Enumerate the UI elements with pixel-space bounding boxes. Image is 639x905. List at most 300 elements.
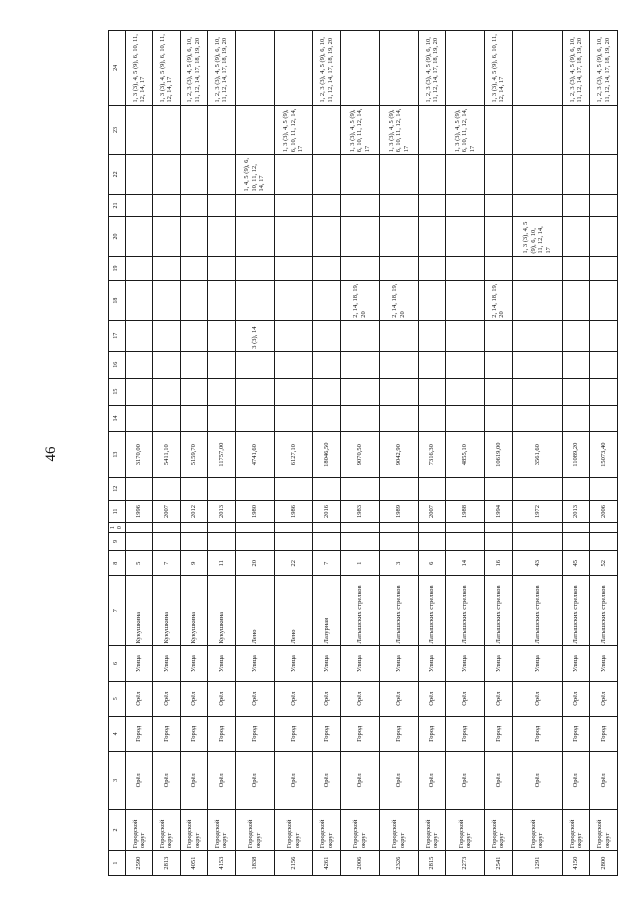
table-cell-col-6: Улица [235, 646, 274, 681]
table-cell-col-18 [562, 281, 589, 320]
table-cell-col-15 [562, 378, 589, 405]
table-cell-col-1: 4150 [562, 851, 589, 876]
table-cell-col-2: Городской округ [512, 809, 562, 850]
table-cell-col-6: Улица [485, 646, 512, 681]
table-cell-col-23 [590, 105, 618, 155]
table-cell-col-7: Латышских стрелков [340, 576, 379, 646]
table-row [379, 31, 418, 876]
table-cell-col-23 [512, 105, 562, 155]
table-cell-col-20 [235, 217, 274, 256]
table-cell-col-1: 2326 [379, 851, 418, 876]
table-cell-col-20 [180, 217, 207, 256]
table-cell-col-24: 1, 3 (3), 4, 5 (9), 6, 10, 11, 12, 14, 17 [485, 31, 512, 106]
table-cell-col-1: 2156 [274, 851, 313, 876]
table-cell-col-23 [208, 105, 235, 155]
table-cell-col-12 [153, 477, 180, 500]
table-cell-col-4: Город [235, 716, 274, 751]
table-cell-col-18 [125, 281, 152, 320]
table-cell-col-23 [125, 105, 152, 155]
table-cell-col-13: 3170,00 [125, 432, 152, 478]
column-number-cell: 16 [109, 351, 126, 378]
table-cell-col-10 [340, 523, 379, 532]
table-cell-col-3: Орёл [208, 751, 235, 809]
table-cell-col-2: Городской округ [485, 809, 512, 850]
table-cell-col-8: 3 [379, 551, 418, 576]
table-cell-col-13: 9042,90 [379, 432, 418, 478]
table-cell-col-18: 2, 14, 18, 19, 20 [379, 281, 418, 320]
table-cell-col-6: Улица [562, 646, 589, 681]
table-cell-col-8: 7 [313, 551, 340, 576]
table-cell-col-24: 1, 2, 3 (3), 4, 5 (9), 6, 10, 11, 12, 14, 17, 18, 19, 20 [180, 31, 207, 106]
table-cell-col-20: 1, 3 (3), 4, 5 (9), 6, 10, 11, 12, 14, 17 [512, 217, 562, 256]
table-cell-col-19 [562, 256, 589, 281]
table-cell-col-1: 1291 [512, 851, 562, 876]
table-cell-col-9 [180, 532, 207, 551]
table-cell-col-7: Кукушкина [208, 576, 235, 646]
table-cell-col-13: 5159,70 [180, 432, 207, 478]
table-cell-col-13: 9070,50 [340, 432, 379, 478]
table-cell-col-17 [313, 320, 340, 351]
table-cell-col-17 [512, 320, 562, 351]
table-cell-col-10 [418, 523, 445, 532]
table-cell-col-8: 7 [153, 551, 180, 576]
table-cell-col-12 [379, 477, 418, 500]
table-cell-col-8: 43 [512, 551, 562, 576]
table-cell-col-13: 18046,50 [313, 432, 340, 478]
table-cell-col-11: 1989 [379, 500, 418, 523]
table-cell-col-23 [313, 105, 340, 155]
table-cell-col-7: Латышских стрелков [512, 576, 562, 646]
table-cell-col-22 [125, 155, 152, 194]
table-cell-col-2: Городской округ [446, 809, 485, 850]
table-cell-col-19 [590, 256, 618, 281]
table-cell-col-5: Орёл [562, 681, 589, 716]
table-cell-col-6: Улица [512, 646, 562, 681]
table-cell-col-14 [274, 405, 313, 432]
table-cell-col-4: Город [590, 716, 618, 751]
table-cell-col-14 [125, 405, 152, 432]
table-cell-col-19 [418, 256, 445, 281]
table-cell-col-8: 1 [340, 551, 379, 576]
table-cell-col-15 [153, 378, 180, 405]
table-cell-col-17 [446, 320, 485, 351]
table-cell-col-24: 1, 2, 3 (3), 4, 5 (9), 6, 10, 11, 12, 14, 17, 18, 19, 20 [313, 31, 340, 106]
table-cell-col-2: Городской округ [340, 809, 379, 850]
table-cell-col-24 [512, 31, 562, 106]
table-cell-col-9 [485, 532, 512, 551]
table-cell-col-8: 5 [125, 551, 152, 576]
table-cell-col-1: 2800 [590, 851, 618, 876]
table-cell-col-22 [340, 155, 379, 194]
table-cell-col-9 [379, 532, 418, 551]
table-cell-col-20 [418, 217, 445, 256]
table-row [208, 31, 235, 876]
table-cell-col-6: Улица [590, 646, 618, 681]
table-cell-col-10 [274, 523, 313, 532]
table-cell-col-15 [379, 378, 418, 405]
table-cell-col-7: Кукушкина [125, 576, 152, 646]
table-cell-col-12 [208, 477, 235, 500]
table-cell-col-22 [418, 155, 445, 194]
table-cell-col-1: 4261 [313, 851, 340, 876]
column-number-cell: 5 [109, 681, 126, 716]
table-cell-col-3: Орёл [418, 751, 445, 809]
table-cell-col-1: 2541 [485, 851, 512, 876]
table-cell-col-16 [562, 351, 589, 378]
table-cell-col-7: Лено [274, 576, 313, 646]
table-cell-col-21 [446, 194, 485, 217]
table-row [590, 31, 618, 876]
table-cell-col-1: 2813 [153, 851, 180, 876]
table-cell-col-14 [208, 405, 235, 432]
table-cell-col-2: Городской округ [208, 809, 235, 850]
table-cell-col-12 [485, 477, 512, 500]
table-cell-col-3: Орёл [379, 751, 418, 809]
table-cell-col-4: Город [125, 716, 152, 751]
table-cell-col-19 [208, 256, 235, 281]
table-cell-col-7: Латышских стрелков [379, 576, 418, 646]
table-cell-col-9 [313, 532, 340, 551]
table-cell-col-12 [590, 477, 618, 500]
table-cell-col-5: Орёл [485, 681, 512, 716]
table-cell-col-18: 2, 14, 18, 19, 20 [340, 281, 379, 320]
table-cell-col-7: Кукушкина [180, 576, 207, 646]
table-cell-col-14 [180, 405, 207, 432]
table-cell-col-11: 1996 [125, 500, 152, 523]
table-cell-col-11: 2013 [208, 500, 235, 523]
table-cell-col-24 [446, 31, 485, 106]
table-cell-col-19 [274, 256, 313, 281]
table-cell-col-22 [153, 155, 180, 194]
column-number-cell: 21 [109, 194, 126, 217]
table-cell-col-5: Орёл [235, 681, 274, 716]
column-number-cell: 17 [109, 320, 126, 351]
table-cell-col-5: Орёл [379, 681, 418, 716]
table-cell-col-8: 6 [418, 551, 445, 576]
register-table-container [108, 30, 618, 876]
table-cell-col-5: Орёл [340, 681, 379, 716]
column-number-cell: 2 [109, 809, 126, 850]
table-cell-col-8: 52 [590, 551, 618, 576]
table-cell-col-3: Орёл [512, 751, 562, 809]
column-number-cell: 23 [109, 105, 126, 155]
column-number-cell: 19 [109, 256, 126, 281]
table-cell-col-22 [313, 155, 340, 194]
table-cell-col-20 [313, 217, 340, 256]
column-number-cell: 13 [109, 432, 126, 478]
table-row [274, 31, 313, 876]
table-row [340, 31, 379, 876]
table-cell-col-12 [340, 477, 379, 500]
table-cell-col-15 [235, 378, 274, 405]
table-cell-col-8: 9 [180, 551, 207, 576]
table-cell-col-11: 2013 [562, 500, 589, 523]
table-cell-col-9 [562, 532, 589, 551]
table-cell-col-4: Город [153, 716, 180, 751]
table-cell-col-24: 1, 3 (3), 4, 5 (9), 6, 10, 11, 12, 14, 17 [125, 31, 152, 106]
table-cell-col-8: 16 [485, 551, 512, 576]
table-cell-col-3: Орёл [180, 751, 207, 809]
table-cell-col-2: Городской округ [590, 809, 618, 850]
table-cell-col-13: 11089,20 [562, 432, 589, 478]
table-cell-col-2: Городской округ [274, 809, 313, 850]
table-row [180, 31, 207, 876]
table-cell-col-16 [446, 351, 485, 378]
table-cell-col-24: 1, 2, 3 (3), 4, 5 (9), 6, 10, 11, 12, 14, 17, 18, 19, 20 [562, 31, 589, 106]
table-cell-col-7: Латышских стрелков [590, 576, 618, 646]
table-row [485, 31, 512, 876]
table-cell-col-15 [485, 378, 512, 405]
table-cell-col-10 [379, 523, 418, 532]
table-cell-col-21 [485, 194, 512, 217]
table-cell-col-20 [208, 217, 235, 256]
table-cell-col-9 [208, 532, 235, 551]
table-cell-col-13: 11757,00 [208, 432, 235, 478]
table-cell-col-11: 1983 [340, 500, 379, 523]
table-cell-col-4: Город [313, 716, 340, 751]
table-cell-col-19 [125, 256, 152, 281]
table-cell-col-2: Городской округ [379, 809, 418, 850]
page-number: 46 [43, 446, 59, 462]
table-cell-col-11: 2007 [153, 500, 180, 523]
table-cell-col-6: Улица [125, 646, 152, 681]
table-cell-col-7: Лазурная [313, 576, 340, 646]
table-cell-col-15 [125, 378, 152, 405]
table-cell-col-3: Орёл [485, 751, 512, 809]
table-cell-col-4: Город [208, 716, 235, 751]
table-cell-col-15 [446, 378, 485, 405]
table-cell-col-22 [512, 155, 562, 194]
table-cell-col-17 [340, 320, 379, 351]
table-cell-col-10 [180, 523, 207, 532]
table-cell-col-23 [235, 105, 274, 155]
table-cell-col-15 [590, 378, 618, 405]
table-cell-col-20 [562, 217, 589, 256]
table-cell-col-4: Город [512, 716, 562, 751]
table-cell-col-17 [379, 320, 418, 351]
table-cell-col-15 [418, 378, 445, 405]
table-cell-col-19 [446, 256, 485, 281]
column-number-cell: 10 [109, 523, 126, 532]
table-cell-col-12 [235, 477, 274, 500]
table-cell-col-5: Орёл [512, 681, 562, 716]
table-cell-col-14 [153, 405, 180, 432]
table-cell-col-5: Орёл [125, 681, 152, 716]
table-cell-col-18 [180, 281, 207, 320]
table-cell-col-6: Улица [180, 646, 207, 681]
table-cell-col-18 [153, 281, 180, 320]
table-cell-col-2: Городской округ [153, 809, 180, 850]
table-cell-col-18 [208, 281, 235, 320]
table-cell-col-19 [485, 256, 512, 281]
table-cell-col-6: Улица [340, 646, 379, 681]
table-cell-col-21 [313, 194, 340, 217]
table-cell-col-5: Орёл [418, 681, 445, 716]
table-cell-col-14 [235, 405, 274, 432]
table-cell-col-19 [313, 256, 340, 281]
table-cell-col-20 [485, 217, 512, 256]
table-cell-col-11: 1980 [235, 500, 274, 523]
table-cell-col-16 [125, 351, 152, 378]
table-cell-col-21 [340, 194, 379, 217]
table-cell-col-2: Городской округ [562, 809, 589, 850]
table-cell-col-11: 2012 [180, 500, 207, 523]
table-cell-col-21 [590, 194, 618, 217]
table-cell-col-17 [274, 320, 313, 351]
table-cell-col-19 [379, 256, 418, 281]
table-cell-col-16 [313, 351, 340, 378]
table-cell-col-14 [590, 405, 618, 432]
table-cell-col-16 [153, 351, 180, 378]
table-cell-col-7: Кукушкина [153, 576, 180, 646]
table-cell-col-13: 6127,10 [274, 432, 313, 478]
table-cell-col-16 [379, 351, 418, 378]
table-cell-col-16 [274, 351, 313, 378]
table-cell-col-21 [512, 194, 562, 217]
table-cell-col-21 [418, 194, 445, 217]
table-cell-col-13: 7316,30 [418, 432, 445, 478]
table-cell-col-1: 2590 [125, 851, 152, 876]
table-cell-col-17 [562, 320, 589, 351]
column-number-cell: 7 [109, 576, 126, 646]
table-cell-col-22 [562, 155, 589, 194]
table-cell-col-16 [180, 351, 207, 378]
table-cell-col-2: Городской округ [313, 809, 340, 850]
table-cell-col-3: Орёл [340, 751, 379, 809]
table-cell-col-12 [313, 477, 340, 500]
table-cell-col-11: 2016 [313, 500, 340, 523]
column-number-cell: 4 [109, 716, 126, 751]
table-cell-col-8: 22 [274, 551, 313, 576]
table-cell-col-4: Город [446, 716, 485, 751]
table-cell-col-6: Улица [208, 646, 235, 681]
table-cell-col-3: Орёл [562, 751, 589, 809]
table-cell-col-24: 1, 3 (3), 4, 5 (9), 6, 10, 11, 12, 14, 17 [153, 31, 180, 106]
table-cell-col-17 [590, 320, 618, 351]
table-cell-col-4: Город [562, 716, 589, 751]
table-cell-col-15 [313, 378, 340, 405]
table-cell-col-13: 3561,60 [512, 432, 562, 478]
table-cell-col-5: Орёл [313, 681, 340, 716]
table-cell-col-5: Орёл [208, 681, 235, 716]
table-row [153, 31, 180, 876]
table-cell-col-20 [274, 217, 313, 256]
column-number-cell: 20 [109, 217, 126, 256]
header-row [109, 31, 126, 876]
table-cell-col-22 [590, 155, 618, 194]
table-cell-col-11: 2007 [418, 500, 445, 523]
table-cell-col-22 [379, 155, 418, 194]
table-cell-col-12 [512, 477, 562, 500]
table-cell-col-22 [180, 155, 207, 194]
table-cell-col-15 [208, 378, 235, 405]
table-cell-col-10 [125, 523, 152, 532]
column-number-cell: 18 [109, 281, 126, 320]
table-cell-col-5: Орёл [153, 681, 180, 716]
table-cell-col-12 [418, 477, 445, 500]
table-cell-col-24 [235, 31, 274, 106]
table-cell-col-10 [485, 523, 512, 532]
table-cell-col-22 [208, 155, 235, 194]
table-cell-col-17 [485, 320, 512, 351]
table-cell-col-19 [180, 256, 207, 281]
table-cell-col-18 [235, 281, 274, 320]
table-cell-col-7: Латышских стрелков [418, 576, 445, 646]
table-cell-col-8: 20 [235, 551, 274, 576]
table-cell-col-10 [208, 523, 235, 532]
table-cell-col-15 [180, 378, 207, 405]
table-cell-col-22: 1, 4, 5 (9), 6, 10, 11, 12, 14, 17 [235, 155, 274, 194]
table-cell-col-21 [180, 194, 207, 217]
table-cell-col-16 [512, 351, 562, 378]
table-cell-col-11: 1994 [485, 500, 512, 523]
table-cell-col-10 [512, 523, 562, 532]
table-cell-col-3: Орёл [153, 751, 180, 809]
table-cell-col-24: 1, 2, 3 (3), 4, 5 (9), 6, 10, 11, 12, 14, 17, 18, 19, 20 [590, 31, 618, 106]
column-number-cell: 8 [109, 551, 126, 576]
table-cell-col-15 [274, 378, 313, 405]
table-cell-col-20 [446, 217, 485, 256]
table-cell-col-18: 2, 14, 18, 19, 20 [485, 281, 512, 320]
table-cell-col-14 [562, 405, 589, 432]
table-cell-col-4: Город [379, 716, 418, 751]
table-cell-col-8: 11 [208, 551, 235, 576]
table-cell-col-20 [340, 217, 379, 256]
table-cell-col-10 [562, 523, 589, 532]
table-cell-col-10 [235, 523, 274, 532]
table-row [235, 31, 274, 876]
table-cell-col-4: Город [180, 716, 207, 751]
table-cell-col-10 [153, 523, 180, 532]
table-cell-col-14 [379, 405, 418, 432]
table-cell-col-3: Орёл [125, 751, 152, 809]
table-cell-col-22 [274, 155, 313, 194]
table-cell-col-14 [485, 405, 512, 432]
table-cell-col-10 [590, 523, 618, 532]
table-cell-col-7: Латышских стрелков [562, 576, 589, 646]
table-cell-col-12 [274, 477, 313, 500]
table-cell-col-17 [208, 320, 235, 351]
table-cell-col-20 [153, 217, 180, 256]
table-cell-col-23 [418, 105, 445, 155]
table-cell-col-14 [340, 405, 379, 432]
table-cell-col-11: 1986 [274, 500, 313, 523]
table-cell-col-23: 1, 3 (3), 4, 5 (9), 6, 10, 11, 12, 14, 17 [274, 105, 313, 155]
column-number-cell: 22 [109, 155, 126, 194]
table-cell-col-13: 4855,10 [446, 432, 485, 478]
table-cell-col-14 [313, 405, 340, 432]
table-cell-col-19 [153, 256, 180, 281]
table-cell-col-23 [153, 105, 180, 155]
table-cell-col-4: Город [340, 716, 379, 751]
table-cell-col-19 [340, 256, 379, 281]
table-cell-col-14 [512, 405, 562, 432]
table-cell-col-14 [418, 405, 445, 432]
table-cell-col-16 [590, 351, 618, 378]
table-cell-col-6: Улица [446, 646, 485, 681]
table-cell-col-17: 3 (3), 14 [235, 320, 274, 351]
table-cell-col-16 [418, 351, 445, 378]
table-cell-col-23: 1, 3 (3), 4, 5 (9), 6, 10, 11, 12, 14, 17 [340, 105, 379, 155]
table-cell-col-3: Орёл [446, 751, 485, 809]
table-cell-col-18 [590, 281, 618, 320]
table-cell-col-21 [274, 194, 313, 217]
register-table [108, 30, 618, 876]
column-number-cell: 24 [109, 31, 126, 106]
table-cell-col-16 [235, 351, 274, 378]
table-cell-col-18 [313, 281, 340, 320]
table-cell-col-23: 1, 3 (3), 4, 5 (9), 6, 10, 11, 12, 14, 17 [446, 105, 485, 155]
